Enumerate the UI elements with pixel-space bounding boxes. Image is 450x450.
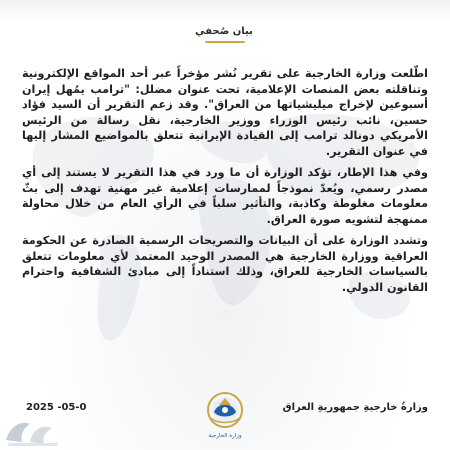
ministry-seal-icon <box>200 388 250 440</box>
title-underline <box>205 41 245 43</box>
paragraph-3: وتشدد الوزارة على أن البيانات والتصريحات الرسمية الصادرة عن الحكومة العراقية ووزارة الخارجية هي المصدر الوحيد المعتمد لأي معلومات تتعلق بالسياسات الخارجية للعراق، وذلك استناداً إلى مبادئ الشفافية واحترام القانون الدولي. <box>22 234 428 294</box>
top-band <box>0 0 450 22</box>
corner-logo-icon <box>0 410 70 450</box>
statement-body <box>22 66 428 301</box>
paragraph-2: وفي هذا الإطار، تؤكد الوزارة أن ما ورد في هذا التقرير لا يستند إلى أي مصدر رسمي، ويُعدّ نموذجاً لممارسات إعلامية غير مهنية تهدف إلى بثّ معلومات مغلوطة وكاذبة، والتأثير سلباً في الرأي العام من خلال محاولة ممنهجة لتشويه صورة العراق. <box>22 166 428 226</box>
ministry-signature: وزارةُ خارجيةِ جمهوريةِ العراق <box>282 402 428 413</box>
seal-caption: وزارة الخارجية <box>208 433 242 439</box>
paragraph-1: اطّلعت وزارة الخارجية على تقرير نُشر مؤخراً عبر أحد المواقع الإلكترونية وتناقلته بعض المنصات الإعلامية، تحت عنوان مضلل: "ترامب يمُهل إيران أسبوعين لإخراج ميليشياتها من العراق". وقد زعم التقرير أن السيد فؤاد حسين، نائب رئيس الوزراء ووزير الخارجية، نقل رسالة من الرئيس الأمريكي دونالد ترامب إلى القيادة الإيرانية تتعلق بالمواضيع المشار إليها في عنوان التقرير. <box>22 67 428 158</box>
release-date: 2025 -05-0 <box>26 402 87 413</box>
page-title: بيان صُحفي <box>195 26 253 37</box>
